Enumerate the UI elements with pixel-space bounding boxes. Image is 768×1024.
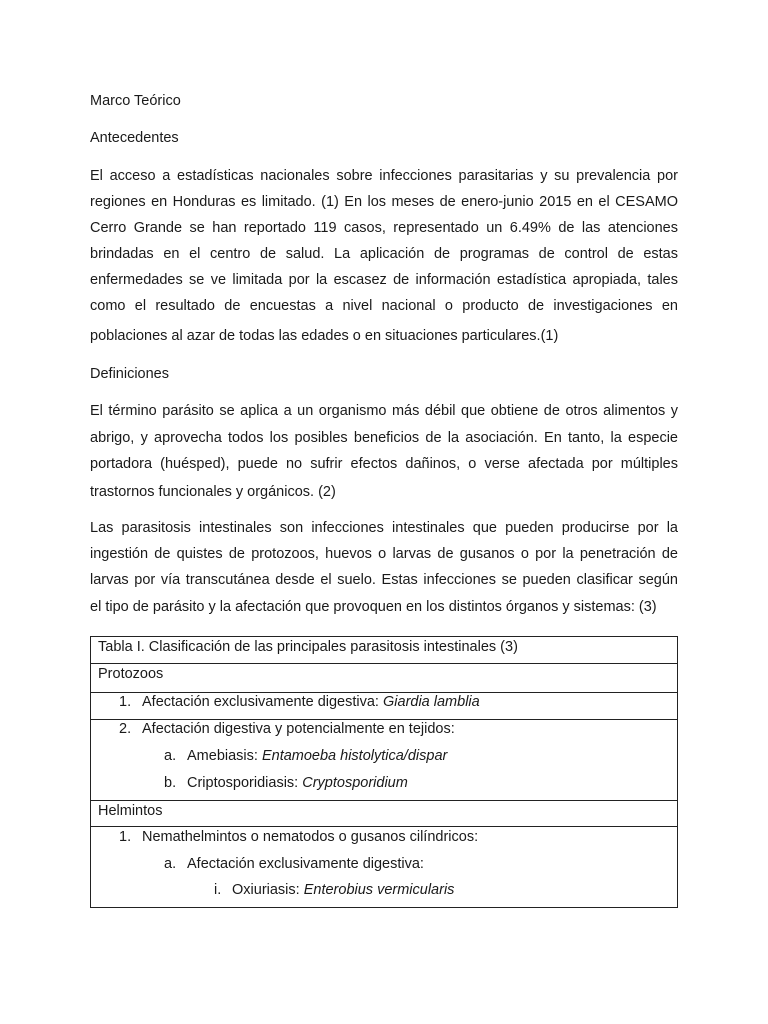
- paragraph-line: como el resultado de encuestas a nivel nacional o producto de investigaciones en: [90, 298, 678, 314]
- table-divider: [91, 826, 677, 827]
- table-divider: [91, 800, 677, 801]
- paragraph-line: el tipo de parásito y la afectación que provoquen en los distintos órganos y sistemas: (3): [90, 599, 657, 615]
- table-title: Tabla I. Clasificación de las principales parasitosis intestinales (3): [98, 639, 518, 655]
- table-row-letter: a.: [164, 748, 177, 764]
- table-row-number: 1.: [119, 694, 132, 710]
- table-row-number: 2.: [119, 721, 132, 737]
- paragraph-line: poblaciones al azar de todas las edades o en situaciones particulares.(1): [90, 328, 559, 344]
- table-category-helmintos: Helmintos: [98, 803, 163, 819]
- organism-name: Cryptosporidium: [302, 775, 408, 791]
- paragraph-line: El acceso a estadísticas nacionales sobre infecciones parasitarias y su prevalencia por: [90, 168, 678, 184]
- table-row-roman: i.: [214, 882, 222, 898]
- paragraph-line: ingestión de quistes de protozoos, huevos o larvas de gusanos o por la penetración de: [90, 546, 678, 562]
- table-row: [142, 694, 480, 710]
- paragraph-line: abrigo, y aprovecha todos los posibles beneficios de la asociación. En tanto, la especie: [90, 430, 678, 446]
- table-divider: [91, 663, 677, 664]
- paragraph-line: trastornos funcionales y orgánicos. (2): [90, 484, 336, 500]
- table-row-text: Afectación exclusivamente digestiva:: [187, 856, 424, 872]
- table-row-text: Oxiuriasis:: [232, 882, 304, 898]
- organism-name: Entamoeba histolytica/dispar: [261, 748, 448, 764]
- table-row-letter: a.: [164, 856, 177, 872]
- section-heading-definiciones: Definiciones: [90, 366, 169, 382]
- paragraph-line: Cerro Grande se han reportado 119 casos, representado un 6.49% de las atenciones: [90, 220, 678, 236]
- table-row-number: 1.: [119, 829, 132, 845]
- organism-name: Giardia lamblia: [383, 694, 480, 710]
- paragraph-line: enfermedades se ve limitada por la escasez de información estadística apropiada, tales: [90, 272, 678, 288]
- table-row-text: Nemathelmintos o nematodos o gusanos cilíndricos:: [142, 829, 479, 845]
- table-row: [232, 882, 454, 898]
- paragraph-line: larvas por vía transcutánea desde el suelo. Estas infecciones se pueden clasificar según: [90, 572, 678, 588]
- table-row-letter: b.: [164, 775, 177, 791]
- paragraph-line: regiones en Honduras es limitado. (1) En los meses de enero-junio 2015 en el CESAMO: [90, 194, 678, 210]
- table-row: [187, 775, 408, 791]
- paragraph-line: El término parásito se aplica a un organismo más débil que obtiene de otros alimentos y: [90, 403, 678, 419]
- table-divider: [91, 692, 677, 693]
- document-heading: Marco Teórico: [90, 93, 181, 109]
- section-heading-antecedentes: Antecedentes: [90, 130, 179, 146]
- table-divider: [91, 719, 677, 720]
- table-row-text: Afectación exclusivamente digestiva:: [142, 694, 383, 710]
- table-row-text: Criptosporidiasis:: [187, 775, 303, 791]
- table-row: [187, 748, 447, 764]
- paragraph-line: Las parasitosis intestinales son infecciones intestinales que pueden producirse por la: [90, 520, 678, 536]
- table-row-text: Afectación digestiva y potencialmente en tejidos:: [142, 721, 455, 737]
- paragraph-line: brindadas en el centro de salud. La aplicación de programas de control de estas: [90, 246, 678, 262]
- organism-name: Enterobius vermicularis: [303, 882, 455, 898]
- classification-table: [90, 636, 678, 908]
- paragraph-line: portadora (huésped), puede no sufrir efectos dañinos, o verse afectada por múltiples: [90, 456, 678, 472]
- table-category-protozoos: Protozoos: [98, 666, 164, 682]
- table-row-text: Amebiasis:: [187, 748, 262, 764]
